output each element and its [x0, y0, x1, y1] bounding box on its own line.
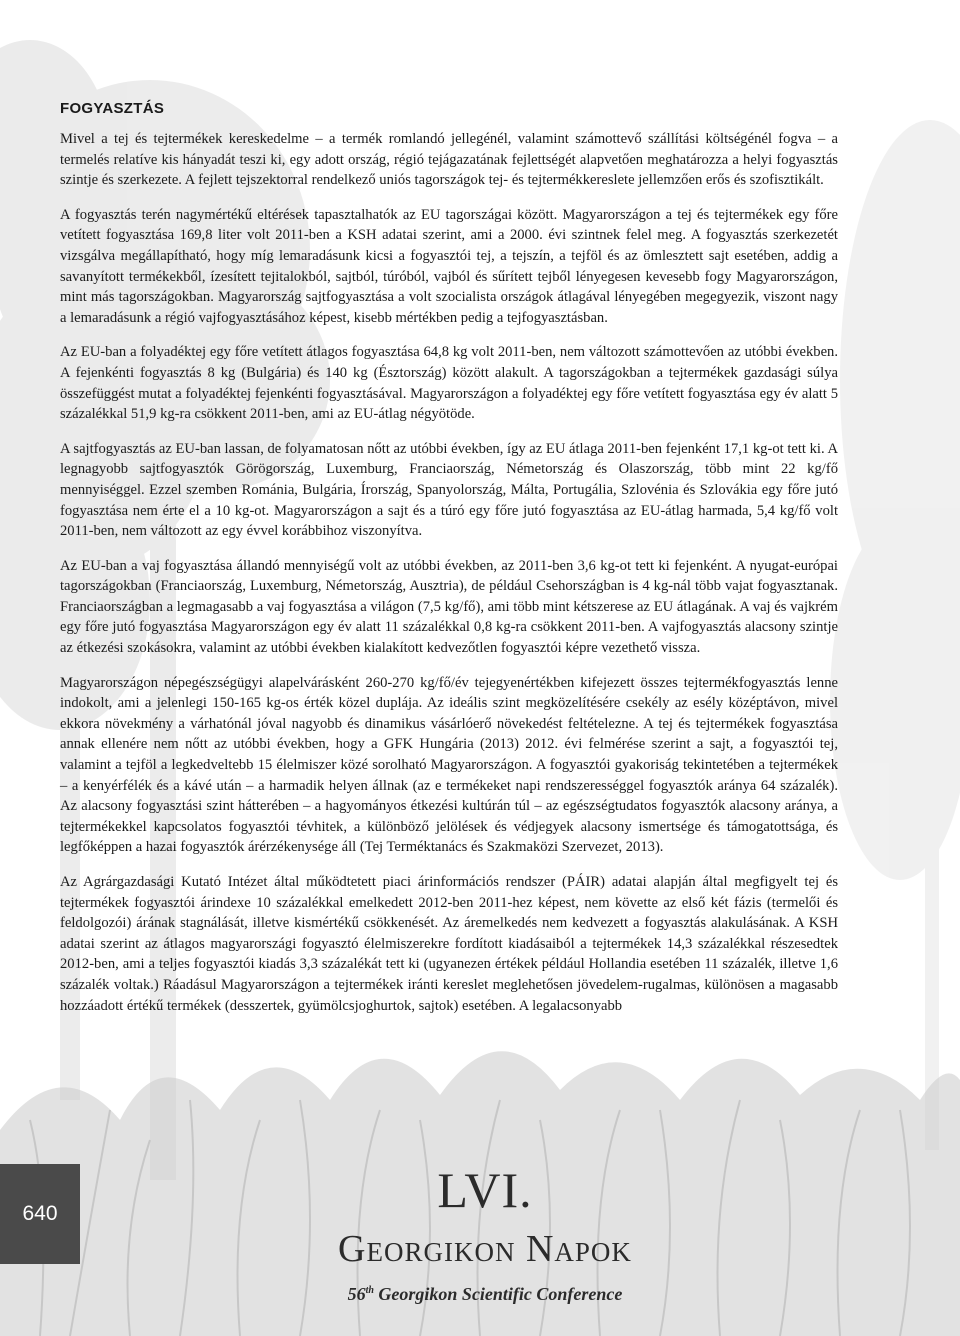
subtitle-ordinal: th: [365, 1285, 374, 1296]
paragraph-6: Magyarországon népegészségügyi alapelvárásként 260-270 kg/fő/év tejegyenértékben kifejezett összes tejtermékfogyasztás lenne indokolt, ami a jelenlegi 150-165 kg-os érték közel duplája. Az ideális szint megközelítésére csekély az esély középtávon, mivel ekkora növekmény a várhatónál jóval nagyobb és dinamikus vásárlóerő növekedést feltételezne. A tej és tejtermékek fogyasztása annak ellenére nem nőtt az utóbbi években, hogy a GFK Hungária (2013) 2012. évi felmérése szerint a sajt, a fogyasztói tej, valamint a tejföl a legkedveltebb 15 élelmiszer közé sorolható Magyarországon. A fogyasztói gyakoriság tekintetében a tejtermékek – a kenyérfélék és a kávé után – a harmadik helyen állnak (az e termékeket napi rendszerességgel fogyasztók aránya 64 százalék). Az alacsony fogyasztási szint hátterében – a hagyományos étkezési kultúrán túl – az egészségtudatos fogyasztók alacsony aránya, a tejtermékekkel kapcsolatos fogyasztói tévhitek, a különböző jelölések és védjegyek alacsony ismertsége és támogatottsága, és legfőképpen a hazai fogyasztók árérzékenysége áll (Tej Terméktanács és Szakmaközi Szervezet, 2013).: [60, 674, 838, 856]
paragraph-4: A sajtfogyasztás az EU-ban lassan, de folyamatosan nőtt az utóbbi években, így az EU átlaga 2011-ben fejenként 17,1 kg-ot tett ki. A legnagyobb sajtfogyasztók Görögország, Luxemburg, Franciaország, Németország és Olaszország, több mint 22 kg/fő mennyiséggel. Ezzel szemben Románia, Bulgária, Írország, Spanyolország, Málta, Portugália, Szlovénia és Szlovákia egy főre jutó fogyasztása nem érte el a 10 kg-ot. Magyarországon a sajt és a túró egy főre jutó fogyasztása az EU-átlag harmada, 5,4 kg/fő volt 2011-ben, nem változott az egy évvel korábbihoz viszonyítva.: [60, 440, 838, 540]
article-body: [60, 100, 838, 1030]
page-number: 640: [22, 1202, 58, 1225]
paragraph-2: A fogyasztás terén nagymértékű eltérések tapasztalhatók az EU tagországai között. Magyarországon a tej és tejtermékek egy főre vetített fogyasztása 169,8 liter volt 2011-ben a KSH adatai szerint, ami a 2000. évi szintnek felel meg. A fogyasztás szerkezetét vizsgálva megállapítható, hogy míg lemaradásunk kicsi a fogyasztói tej, a tejszín, a tejföl és az ömlesztett sajt esetében, addig a savanyított termékekből, ízesített tejitalokból, sajtból, túróból, vajból és sűrített tejből lényegesen kevesebb fogy Magyarországon, mint más tagországokban. Magyarország sajtfogyasztása a volt szocialista országok átlagával lényegében megegyezik, viszont nagy a lemaradásunk a régió vajfogyasztásához képest, kisebb mértékben pedig a tejfogyasztásban.: [60, 206, 838, 326]
section-heading: FOGYASZTÁS: [60, 100, 165, 117]
page-number-box: [0, 1164, 80, 1264]
paragraph-7: Az Agrárgazdasági Kutató Intézet által működtetett piaci árinformációs rendszer (PÁIR) adatai alapján által megfigyelt tej és tejtermékek fogyasztói árindexe 10 százalékkal emelkedett 2012-ben 2011-hez képest, nem követte az első két fázis (termelői és feldolgozói) árának stagnálását, illetve kismértékű csökkenését. Az áremelkedés nem kedvezett a fogyasztás alakulásának. A KSH adatai szerint az átlagos magyarországi fogyasztó élelmiszerekre fordított kiadásaiból a tejtermékek 14,3 százalékkal részesedtek 2012-ben, ami a teljes fogyasztói kiadás 3,3 százalékát tett ki (ugyanezen értékek például Hollandia esetében 11 százalék, illetve 1,6 százalék voltak.) Ráadásul Magyarországon a tejtermékek iránti kereslet meglehetősen jövedelem-rugalmas, különösen a magasabb hozzáadott értékű termékek (desszertek, gyümölcsjoghurtok, sajtok) esetében. A legalacsonyabb: [60, 874, 838, 1014]
right-tree-silhouette: [830, 120, 960, 1150]
conference-subtitle: [290, 1284, 680, 1305]
edition-roman-numeral: LVI.: [437, 1162, 533, 1218]
conference-footer: [290, 1162, 680, 1305]
subtitle-number: 56: [347, 1284, 366, 1304]
paragraph-5: Az EU-ban a vaj fogyasztása állandó mennyiségű volt az utóbbi években, az 2011-ben 3,6 kg-ot tett ki fejenként. A nyugat-európai tagországokban (Franciaország, Luxemburg, Németország, Ausztria), de például Csehországban is 4 kg-nál több vajat fogyasztanak. Franciaországban a legmagasabb a vaj fogyasztása a világon (7,5 kg/fő), ami több mint kétszerese az EU átlagának. A vaj és vajkrém egy főre jutó fogyasztása Magyarországon egy év alatt 11 százalékkal 0,8 kg-ra csökkent 2011-ben. A vajfogyasztás alacsony szintje az étkezési szokásokra, valamint az utóbbi években kialakított kedvezőtlen fogyasztói képre vezethető vissza.: [60, 557, 838, 657]
subtitle-text: Georgikon Scientific Conference: [373, 1284, 623, 1304]
conference-name: Georgikon Napok: [338, 1228, 632, 1270]
paragraph-3: Az EU-ban a folyadéktej egy főre vetített átlagos fogyasztása 64,8 kg volt 2011-ben, nem változott számottevően az utóbbi években. A fejenkénti fogyasztás 8 kg (Bulgária) és 140 kg (Észtország) között alakult. A tagországokban a tejtermékek gazdasági súlya összefüggést mutat a folyadéktej fejenkénti fogyasztásával. Magyarországon a folyadéktej egy főre vetített fogyasztása egy év alatt 5 százalékkal 51,9 kg-ra csökkent 2011-ben, ami az EU-átlag négyötöde.: [60, 344, 838, 423]
paragraph-1: Mivel a tej és tejtermékek kereskedelme – a termék romlandó jellegénél, valamint számottevő szállítási költségénél fogva – a termelés relatíve kis hányadát teszi ki, egy adott ország, régió tejágazatának fejlettségét alapvetően meghatározza a helyi fogyasztás szintje és szerkezete. A fejlett tejszektorral rendelkező uniós tagországok tej- és tejtermékkereslete jellemzően erős és szofisztikált.: [60, 131, 838, 189]
